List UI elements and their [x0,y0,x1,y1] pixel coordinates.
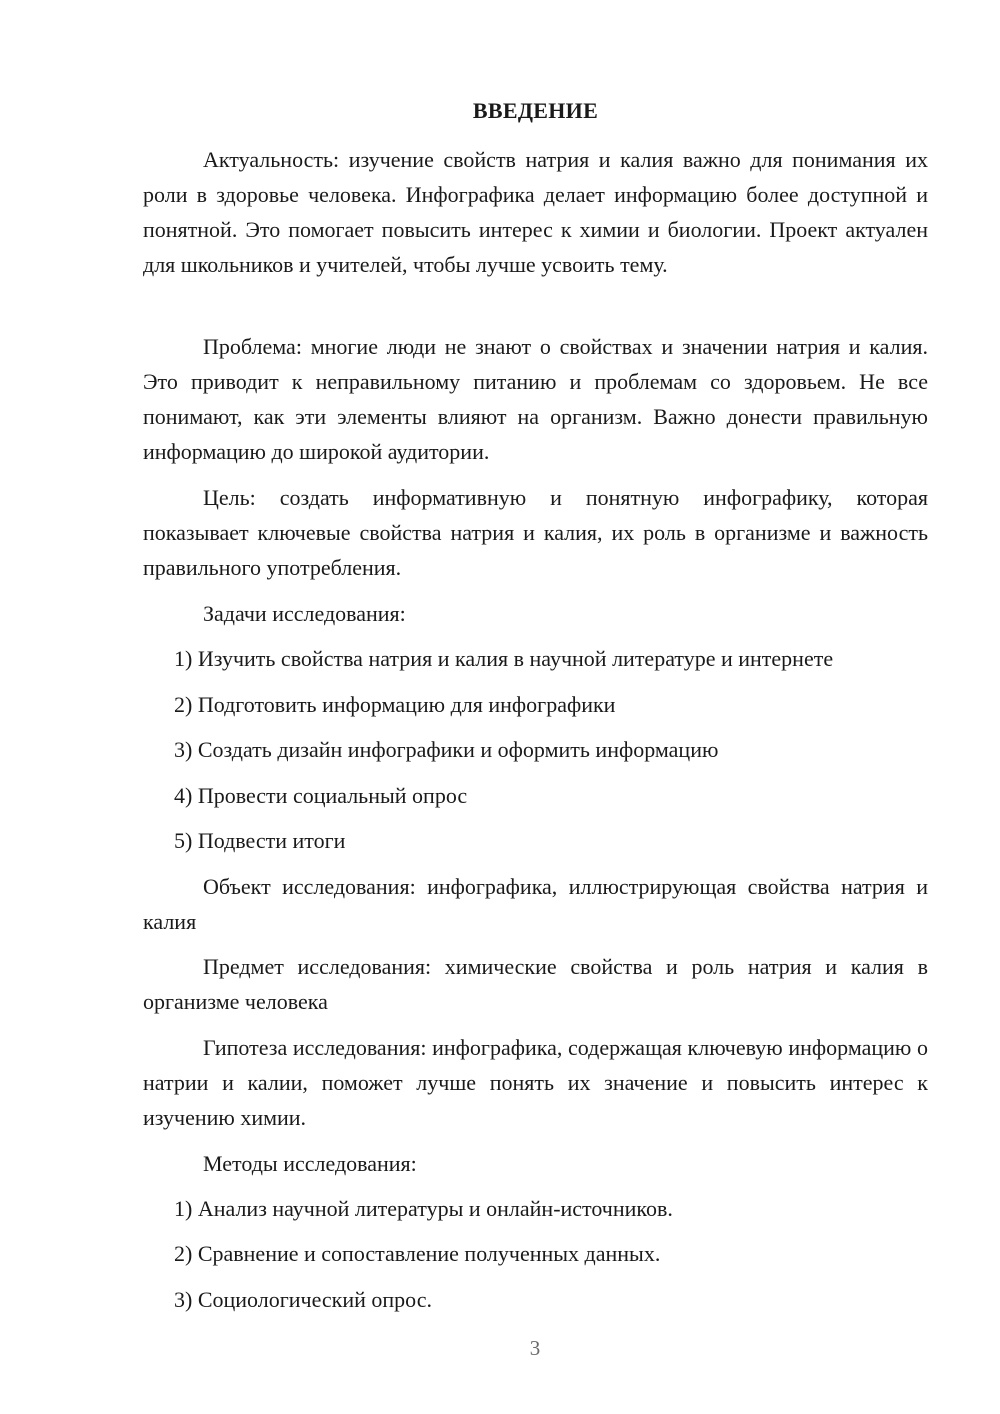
task-item: 3) Создать дизайн инфографики и оформить информацию [174,737,719,762]
task-item: 2) Подготовить информацию для инфографики [174,692,616,717]
task-item: 5) Подвести итоги [174,828,346,853]
relevance-paragraph: Актуальность: изучение свойств натрия и калия важно для понимания их роли в здоровье человека. Инфографика делает информацию более доступной и понятной. Это помогает повысить интерес к химии и биологии. Проект актуален для школьников и учителей, чтобы лучше усвоить тему. [143,147,928,277]
methods-heading: Методы исследования: [203,1151,417,1176]
hypothesis-paragraph: Гипотеза исследования: инфографика, содержащая ключевую информацию о натрии и калии, поможет лучше понять их значение и повысить интерес к изучению химии. [143,1035,928,1130]
tasks-heading: Задачи исследования: [203,601,406,626]
object-paragraph: Объект исследования: инфографика, иллюстрирующая свойства натрия и калия [143,874,928,934]
subject-paragraph: Предмет исследования: химические свойства и роль натрия и калия в организме человека [143,954,928,1014]
method-item: 3) Социологический опрос. [174,1287,432,1312]
task-item: 1) Изучить свойства натрия и калия в научной литературе и интернете [174,646,834,671]
method-item: 2) Сравнение и сопоставление полученных данных. [174,1241,661,1266]
method-item: 1) Анализ научной литературы и онлайн-источников. [174,1196,673,1221]
problem-paragraph: Проблема: многие люди не знают о свойствах и значении натрия и калия. Это приводит к неправильному питанию и проблемам со здоровьем. Не все понимают, как эти элементы влияют на организм. Важно донести правильную информацию до широкой аудитории. [143,334,928,464]
page-number: 3 [529,1336,541,1360]
goal-paragraph: Цель: создать информативную и понятную инфографику, которая показывает ключевые свойства натрия и калия, их роль в организме и важность правильного употребления. [143,485,928,580]
task-item: 4) Провести социальный опрос [174,783,468,808]
section-title: ВВЕДЕНИЕ [472,98,599,123]
